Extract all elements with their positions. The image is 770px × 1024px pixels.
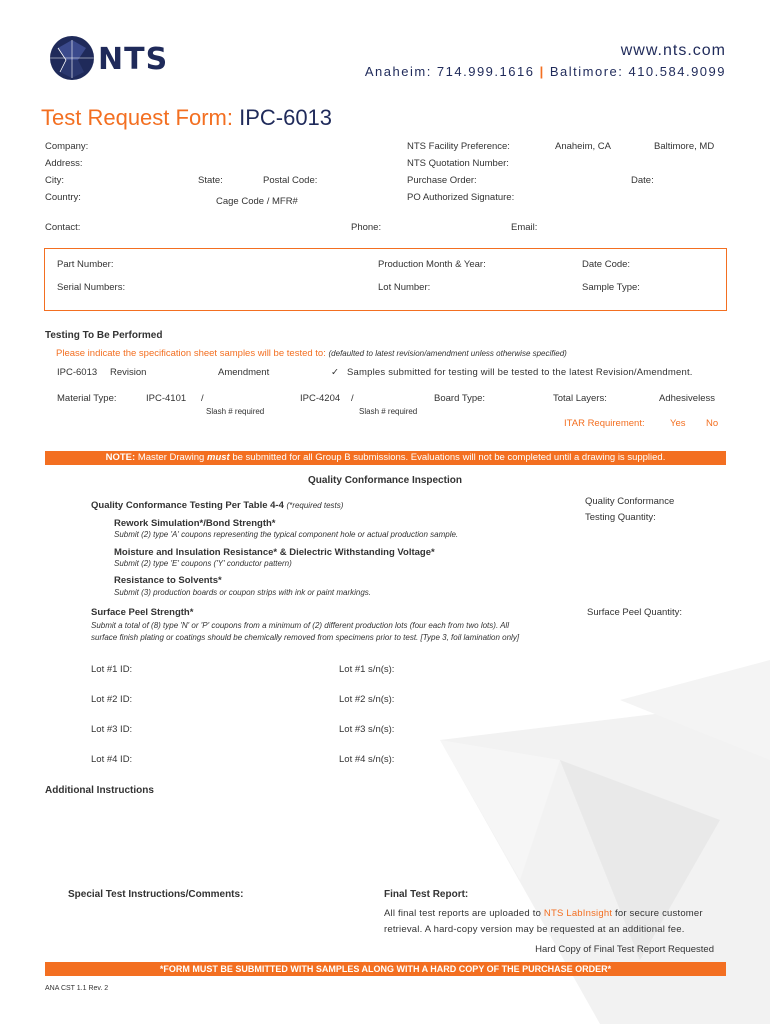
- company-label: Company:: [45, 141, 89, 152]
- contact-label: Contact:: [45, 222, 81, 233]
- lot3-id: Lot #3 ID:: [91, 724, 133, 735]
- testing-instruction: [56, 348, 567, 359]
- moisture-label: Moisture and Insulation Resistance* & Dielectric Withstanding Voltage*: [114, 547, 435, 558]
- lot-number-label: Lot Number:: [378, 282, 431, 293]
- sample-type-label: Sample Type:: [582, 282, 640, 293]
- slash-4101: /: [201, 393, 204, 404]
- baltimore-option[interactable]: Baltimore, MD: [654, 141, 715, 152]
- serial-label: Serial Numbers:: [57, 282, 126, 293]
- peel-sub-2: surface finish plating or coatings should be chemically removed from specimens prior to test. [Type 3, foil lamination only]: [91, 633, 520, 642]
- page-title: [41, 105, 332, 131]
- city-label: City:: [45, 175, 64, 186]
- ipc6013-label: IPC-6013: [57, 367, 98, 378]
- po-signature-label: PO Authorized Signature:: [407, 192, 515, 203]
- adhesiveless-option[interactable]: Adhesiveless: [659, 393, 715, 404]
- final-line1a: All final test reports are uploaded to: [384, 908, 544, 919]
- postal-label: Postal Code:: [263, 175, 318, 186]
- peel-qty-label: Surface Peel Quantity:: [587, 607, 683, 618]
- per-table-text: Quality Conformance Testing Per Table 4-4: [91, 500, 284, 511]
- part-info-box: [44, 248, 727, 311]
- check-icon[interactable]: ✓: [331, 367, 339, 378]
- lot3-sn: Lot #3 s/n(s):: [339, 724, 395, 735]
- slash-4204: /: [351, 393, 354, 404]
- required-note: (*required tests): [286, 501, 344, 510]
- title-code: IPC-6013: [239, 105, 333, 130]
- part-number-label: Part Number:: [57, 259, 114, 270]
- date-code-label: Date Code:: [582, 259, 631, 270]
- total-layers-label: Total Layers:: [553, 393, 607, 404]
- lot1-sn: Lot #1 s/n(s):: [339, 664, 395, 675]
- separator: |: [539, 64, 545, 79]
- lot4-id: Lot #4 ID:: [91, 754, 133, 765]
- nts-logo-text: NTS: [98, 42, 169, 77]
- nts-globe-icon: [48, 34, 96, 82]
- amendment-label: Amendment: [218, 367, 270, 378]
- ipc4101-label: IPC-4101: [146, 393, 187, 404]
- email-label: Email:: [511, 222, 538, 233]
- note-label: NOTE:: [105, 452, 136, 463]
- bottom-bar: *FORM MUST BE SUBMITTED WITH SAMPLES ALONG WITH A HARD COPY OF THE PURCHASE ORDER*: [45, 962, 726, 976]
- po-label: Purchase Order:: [407, 175, 477, 186]
- baltimore-phone: Baltimore: 410.584.9099: [549, 64, 726, 79]
- state-label: State:: [198, 175, 223, 186]
- rework-label: Rework Simulation*/Bond Strength*: [114, 518, 276, 529]
- labinsight-link[interactable]: NTS LabInsight: [543, 908, 613, 919]
- slash-required-4101: Slash # required: [206, 407, 265, 416]
- production-label: Production Month & Year:: [378, 259, 486, 270]
- peel-sub-1: Submit a total of (8) type 'N' or 'P' coupons from a minimum of (2) different production lots (four each from two lots). All: [91, 621, 509, 630]
- date-label: Date:: [631, 175, 654, 186]
- rework-sub: Submit (2) type 'A' coupons representing the typical component hole or actual production sample.: [114, 530, 459, 539]
- lot4-sn: Lot #4 s/n(s):: [339, 754, 395, 765]
- final-line-2: retrieval. A hard-copy version may be requested at an additional fee.: [384, 924, 685, 935]
- anaheim-phone: Anaheim: 714.999.1616: [364, 64, 535, 79]
- note-text1: Master Drawing: [135, 452, 207, 463]
- slash-required-4204: Slash # required: [359, 407, 418, 416]
- testing-heading: Testing To Be Performed: [45, 330, 163, 341]
- default-note: (defaulted to latest revision/amendment unless otherwise specified): [328, 349, 567, 358]
- special-instructions: Special Test Instructions/Comments:: [68, 889, 244, 900]
- solvents-label: Resistance to Solvents*: [114, 575, 222, 586]
- final-report-heading: Final Test Report:: [384, 889, 469, 900]
- solvents-sub: Submit (3) production boards or coupon strips with ink or paint markings.: [114, 588, 372, 597]
- phone-label: Phone:: [351, 222, 382, 233]
- qci-per-table: [91, 500, 343, 511]
- final-line1b: for secure customer: [612, 908, 703, 919]
- note-text2: be submitted for all Group B submissions. Evaluations will not be completed until a drawing is supplied.: [229, 452, 666, 463]
- country-label: Country:: [45, 192, 81, 203]
- hardcopy-option[interactable]: Hard Copy of Final Test Report Requested: [535, 944, 714, 955]
- instruction-text: Please indicate the specification sheet samples will be tested to:: [56, 348, 326, 359]
- additional-instructions: Additional Instructions: [45, 785, 154, 796]
- note-must: must: [207, 452, 230, 463]
- quotation-label: NTS Quotation Number:: [407, 158, 509, 169]
- qty-label-1: Quality Conformance: [585, 496, 675, 507]
- itar-yes[interactable]: Yes: [670, 418, 686, 429]
- anaheim-option[interactable]: Anaheim, CA: [555, 141, 611, 152]
- moisture-sub: Submit (2) type 'E' coupons ('Y' conductor pattern): [114, 559, 292, 568]
- phone-numbers: [365, 64, 726, 79]
- revision-label: Revision: [110, 367, 147, 378]
- cage-label: Cage Code / MFR#: [216, 196, 298, 207]
- ipc4204-label: IPC-4204: [300, 393, 341, 404]
- address-label: Address:: [45, 158, 83, 169]
- final-line-1: [384, 908, 703, 919]
- itar-label: ITAR Requirement:: [564, 418, 645, 429]
- lot1-id: Lot #1 ID:: [91, 664, 133, 675]
- title-prefix: Test Request Form:: [41, 105, 233, 130]
- latest-revision-text: Samples submitted for testing will be tested to the latest Revision/Amendment.: [347, 367, 693, 378]
- lot2-id: Lot #2 ID:: [91, 694, 133, 705]
- qci-heading: Quality Conformance Inspection: [308, 475, 462, 486]
- material-label: Material Type:: [57, 393, 117, 404]
- facility-pref-label: NTS Facility Preference:: [407, 141, 510, 152]
- lot2-sn: Lot #2 s/n(s):: [339, 694, 395, 705]
- peel-label: Surface Peel Strength*: [91, 607, 194, 618]
- note-bar: [45, 451, 726, 465]
- itar-no[interactable]: No: [706, 418, 719, 429]
- website[interactable]: www.nts.com: [620, 42, 726, 59]
- footer-code: ANA CST 1.1 Rev. 2: [45, 985, 109, 992]
- board-type-label: Board Type:: [434, 393, 486, 404]
- qty-label-2: Testing Quantity:: [585, 512, 656, 523]
